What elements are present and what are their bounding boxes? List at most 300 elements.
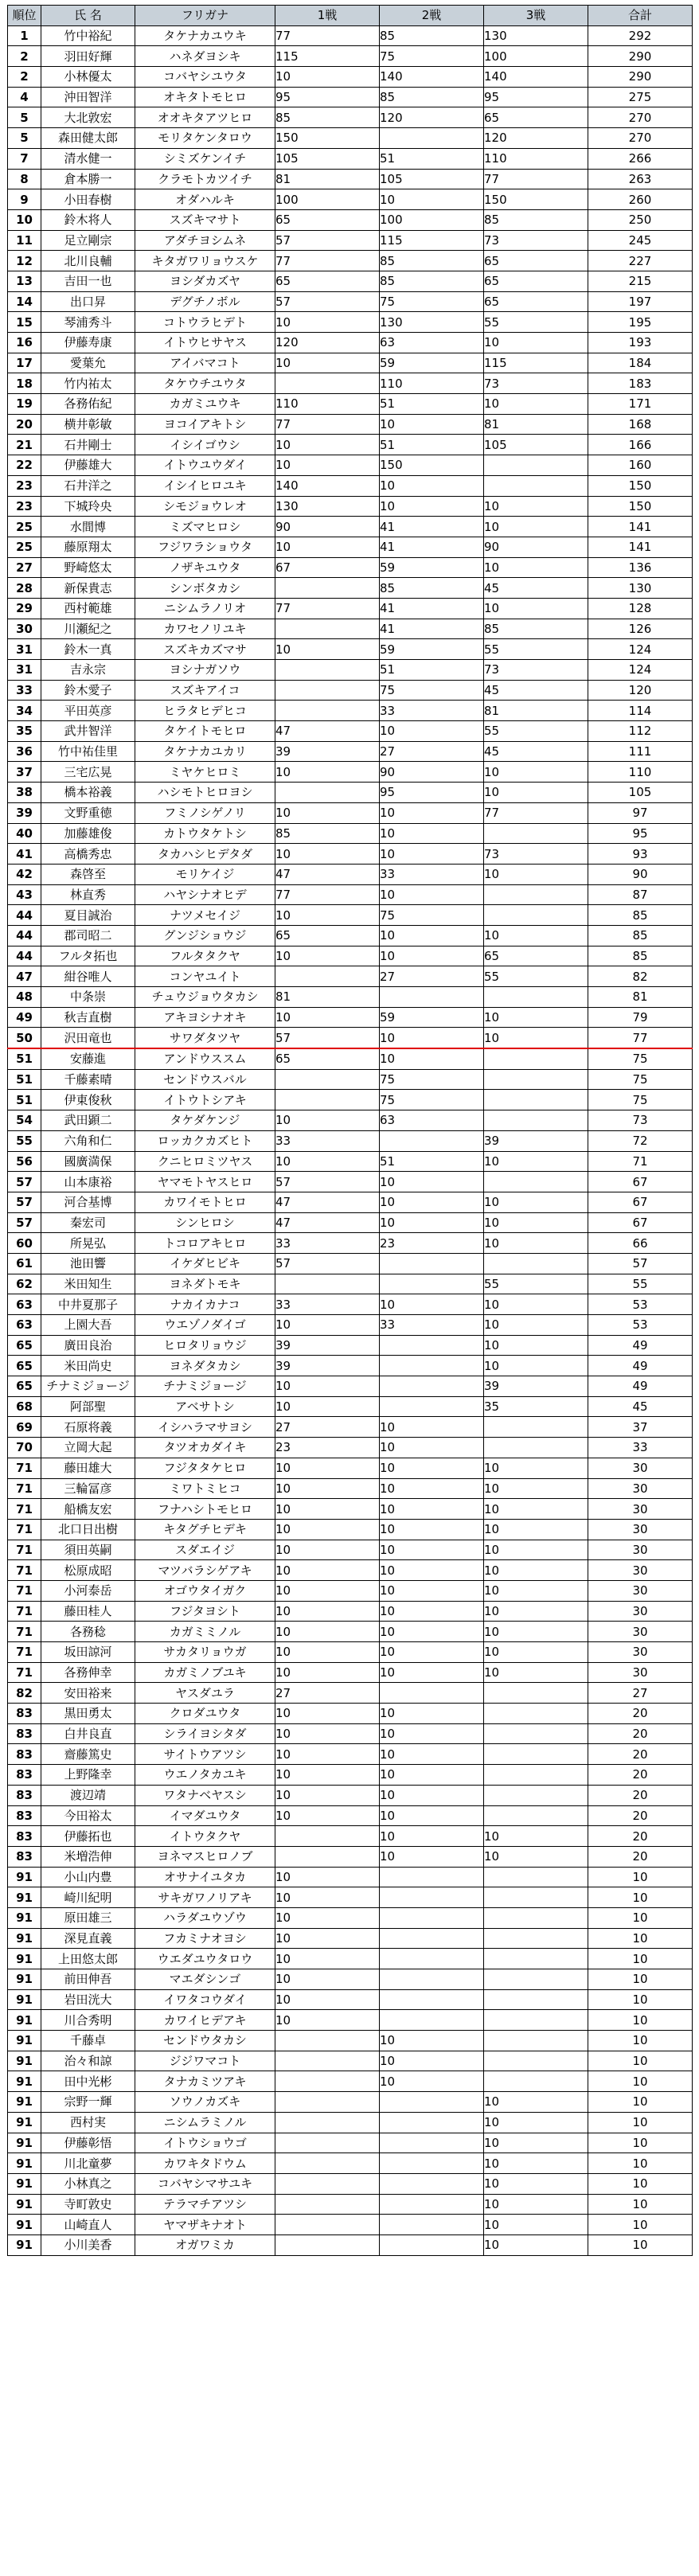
rank-cell: 70 (8, 1438, 41, 1458)
battle-3-cell: 10 (484, 2092, 588, 2113)
name-cell: 前田伸吾 (41, 1969, 135, 1990)
table-row (8, 557, 693, 578)
rank-cell: 65 (8, 1376, 41, 1397)
table-row (8, 1274, 693, 1294)
battle-2-cell: 10 (380, 1417, 484, 1438)
battle-1-cell: 10 (275, 639, 380, 660)
battle-3-cell: 10 (484, 1315, 588, 1336)
kana-cell: グンジショウジ (135, 925, 275, 946)
battle-3-cell: 55 (484, 639, 588, 660)
battle-3-cell: 10 (484, 2153, 588, 2174)
name-cell: 米田知生 (41, 1274, 135, 1294)
rank-cell: 44 (8, 905, 41, 926)
battle-1-cell: 10 (275, 1499, 380, 1520)
battle-2-cell (380, 1274, 484, 1294)
battle-1-cell: 10 (275, 1580, 380, 1601)
total-cell: 75 (588, 1090, 693, 1110)
battle-1-cell: 10 (275, 1560, 380, 1581)
battle-1-cell: 10 (275, 312, 380, 333)
battle-1-cell: 10 (275, 1540, 380, 1560)
total-cell: 30 (588, 1622, 693, 1642)
battle-3-cell: 10 (484, 1601, 588, 1622)
table-row (8, 1949, 693, 1969)
battle-2-cell: 10 (380, 1723, 484, 1744)
battle-1-cell (275, 783, 380, 803)
kana-cell: ヨネマスヒロノブ (135, 1846, 275, 1867)
total-cell: 10 (588, 1969, 693, 1990)
battle-2-cell: 110 (380, 373, 484, 394)
header-row (8, 6, 693, 26)
total-cell: 53 (588, 1294, 693, 1315)
total-cell: 45 (588, 1396, 693, 1417)
rank-cell: 25 (8, 517, 41, 537)
battle-3-cell: 77 (484, 169, 588, 189)
table-row (8, 578, 693, 599)
table-row (8, 1090, 693, 1110)
rank-cell: 20 (8, 414, 41, 435)
battle-2-cell: 10 (380, 1826, 484, 1847)
battle-1-cell: 77 (275, 25, 380, 46)
rank-cell: 62 (8, 1274, 41, 1294)
battle-2-cell: 10 (380, 1028, 484, 1048)
battle-1-cell: 100 (275, 189, 380, 210)
battle-3-cell: 10 (484, 1662, 588, 1683)
rank-cell: 83 (8, 1723, 41, 1744)
battle-2-cell: 10 (380, 925, 484, 946)
total-cell: 49 (588, 1376, 693, 1397)
name-cell: 千藤素晴 (41, 1069, 135, 1090)
table-row (8, 1519, 693, 1540)
battle-1-cell: 33 (275, 1233, 380, 1254)
battle-1-cell (275, 2173, 380, 2194)
name-cell: 藤田雄大 (41, 1458, 135, 1478)
kana-cell: ハヤシナオヒデ (135, 884, 275, 905)
battle-2-cell (380, 1969, 484, 1990)
battle-3-cell: 10 (484, 1192, 588, 1212)
table-row (8, 2194, 693, 2215)
kana-cell: コトウラヒデト (135, 312, 275, 333)
rank-cell: 91 (8, 2153, 41, 2174)
table-row (8, 1662, 693, 1683)
battle-1-cell: 47 (275, 721, 380, 742)
battle-2-cell: 63 (380, 1110, 484, 1131)
battle-1-cell: 10 (275, 1785, 380, 1805)
table-row (8, 701, 693, 721)
battle-3-cell (484, 823, 588, 844)
table-row (8, 1478, 693, 1499)
table-row (8, 107, 693, 128)
table-row (8, 1335, 693, 1356)
kana-cell: フジワラショウタ (135, 537, 275, 557)
total-cell: 30 (588, 1642, 693, 1663)
total-cell: 30 (588, 1662, 693, 1683)
battle-1-cell (275, 2071, 380, 2092)
rank-cell: 9 (8, 189, 41, 210)
kana-cell: サカタリョウガ (135, 1642, 275, 1663)
rank-cell: 91 (8, 1928, 41, 1949)
battle-2-cell (380, 2010, 484, 2031)
rank-cell: 40 (8, 823, 41, 844)
kana-cell: アンドウススム (135, 1048, 275, 1069)
total-cell: 260 (588, 189, 693, 210)
total-cell: 75 (588, 1069, 693, 1090)
kana-cell: オキタトモヒロ (135, 87, 275, 107)
total-cell: 166 (588, 435, 693, 455)
rank-cell: 4 (8, 87, 41, 107)
battle-2-cell: 41 (380, 517, 484, 537)
rank-cell: 57 (8, 1212, 41, 1233)
battle-3-cell: 10 (484, 783, 588, 803)
rank-cell: 15 (8, 312, 41, 333)
battle-1-cell: 10 (275, 1989, 380, 2010)
kana-cell: デグチノボル (135, 291, 275, 312)
battle-3-cell: 85 (484, 619, 588, 639)
table-row (8, 209, 693, 230)
battle-3-cell: 10 (484, 1846, 588, 1867)
rank-cell: 1 (8, 25, 41, 46)
rank-cell: 91 (8, 2133, 41, 2153)
total-cell: 27 (588, 1683, 693, 1704)
total-cell: 110 (588, 762, 693, 783)
table-row (8, 2153, 693, 2174)
kana-cell: フカミナオヨシ (135, 1928, 275, 1949)
battle-2-cell: 130 (380, 312, 484, 333)
name-cell: 坂田諒河 (41, 1642, 135, 1663)
battle-2-cell: 10 (380, 1704, 484, 1724)
battle-3-cell: 10 (484, 762, 588, 783)
name-cell: 各務佑紀 (41, 394, 135, 415)
table-row (8, 2031, 693, 2051)
table-row (8, 1396, 693, 1417)
kana-cell: チナミジョージ (135, 1376, 275, 1397)
battle-1-cell: 130 (275, 496, 380, 517)
table-row (8, 1580, 693, 1601)
table-row (8, 2173, 693, 2194)
table-row (8, 1417, 693, 1438)
battle-3-cell: 10 (484, 2133, 588, 2153)
table-row (8, 1192, 693, 1212)
battle-3-cell: 10 (484, 394, 588, 415)
kana-cell: フナハシトモヒロ (135, 1499, 275, 1520)
name-cell: 安藤進 (41, 1048, 135, 1069)
rank-cell: 91 (8, 1969, 41, 1990)
battle-2-cell: 10 (380, 1438, 484, 1458)
battle-1-cell (275, 701, 380, 721)
battle-3-cell: 73 (484, 844, 588, 865)
battle-1-cell (275, 1846, 380, 1867)
rank-cell: 19 (8, 394, 41, 415)
rank-cell: 2 (8, 46, 41, 67)
total-cell: 71 (588, 1151, 693, 1172)
battle-1-cell: 27 (275, 1683, 380, 1704)
rank-cell: 11 (8, 230, 41, 251)
total-cell: 290 (588, 67, 693, 88)
kana-cell: イマダユウタ (135, 1805, 275, 1826)
total-cell: 57 (588, 1253, 693, 1274)
battle-1-cell: 10 (275, 1867, 380, 1887)
battle-2-cell: 85 (380, 271, 484, 291)
total-cell: 150 (588, 475, 693, 496)
rank-cell: 91 (8, 2092, 41, 2113)
name-cell: 小林真之 (41, 2173, 135, 2194)
table-row (8, 1642, 693, 1663)
total-cell: 183 (588, 373, 693, 394)
battle-1-cell: 39 (275, 741, 380, 762)
battle-3-cell: 10 (484, 1212, 588, 1233)
table-row (8, 660, 693, 681)
battle-2-cell: 41 (380, 619, 484, 639)
rank-cell: 91 (8, 1907, 41, 1928)
total-cell: 275 (588, 87, 693, 107)
battle-1-cell: 57 (275, 291, 380, 312)
rank-cell: 28 (8, 578, 41, 599)
name-cell: 沖田智洋 (41, 87, 135, 107)
battle-2-cell: 41 (380, 537, 484, 557)
table-row (8, 455, 693, 476)
name-cell: 出口昇 (41, 291, 135, 312)
table-row (8, 1846, 693, 1867)
kana-cell: クロダユウタ (135, 1704, 275, 1724)
battle-2-cell: 33 (380, 864, 484, 884)
name-cell: 川合秀明 (41, 2010, 135, 2031)
battle-1-cell: 47 (275, 1192, 380, 1212)
table-row (8, 251, 693, 271)
table-row (8, 1130, 693, 1151)
total-cell: 245 (588, 230, 693, 251)
kana-cell: クニヒロミツヤス (135, 1151, 275, 1172)
battle-3-cell: 140 (484, 67, 588, 88)
name-cell: 山本康裕 (41, 1172, 135, 1192)
total-cell: 79 (588, 1007, 693, 1028)
table-row (8, 67, 693, 88)
battle-1-cell: 10 (275, 1887, 380, 1908)
kana-cell: アダチヨシムネ (135, 230, 275, 251)
table-row (8, 966, 693, 987)
table-header (8, 6, 693, 26)
battle-2-cell: 10 (380, 1846, 484, 1867)
battle-1-cell (275, 2092, 380, 2113)
battle-3-cell: 81 (484, 701, 588, 721)
battle-2-cell: 10 (380, 1540, 484, 1560)
name-cell: 森啓至 (41, 864, 135, 884)
battle-3-cell: 10 (484, 517, 588, 537)
battle-3-cell: 10 (484, 1356, 588, 1376)
rank-cell: 91 (8, 2215, 41, 2235)
total-cell: 10 (588, 2234, 693, 2255)
table-row (8, 1887, 693, 1908)
battle-1-cell: 81 (275, 169, 380, 189)
table-row (8, 169, 693, 189)
table-row (8, 394, 693, 415)
rank-cell: 68 (8, 1396, 41, 1417)
kana-cell: カトウタケトシ (135, 823, 275, 844)
kana-cell: カワセノリユキ (135, 619, 275, 639)
kana-cell: タケイトモヒロ (135, 721, 275, 742)
total-cell: 67 (588, 1192, 693, 1212)
kana-cell: ハシモトヒロヨシ (135, 783, 275, 803)
table-row (8, 1499, 693, 1520)
name-cell: 石井洋之 (41, 475, 135, 496)
rank-cell: 37 (8, 762, 41, 783)
battle-2-cell (380, 1376, 484, 1397)
battle-2-cell: 85 (380, 25, 484, 46)
table-row (8, 905, 693, 926)
total-cell: 30 (588, 1519, 693, 1540)
rank-cell: 91 (8, 1949, 41, 1969)
kana-cell: ナカイカナコ (135, 1294, 275, 1315)
battle-2-cell: 10 (380, 1212, 484, 1233)
total-cell: 10 (588, 2051, 693, 2071)
rank-cell: 71 (8, 1478, 41, 1499)
kana-cell: アベサトシ (135, 1396, 275, 1417)
total-cell: 75 (588, 1048, 693, 1069)
name-cell: 上野隆幸 (41, 1765, 135, 1786)
battle-1-cell: 67 (275, 557, 380, 578)
battle-1-cell: 10 (275, 844, 380, 865)
battle-3-cell: 55 (484, 721, 588, 742)
battle-1-cell: 10 (275, 1907, 380, 1928)
battle-2-cell (380, 2234, 484, 2255)
name-cell: 石井剛士 (41, 435, 135, 455)
battle-2-cell: 100 (380, 209, 484, 230)
battle-2-cell: 10 (380, 2071, 484, 2092)
battle-1-cell: 10 (275, 1723, 380, 1744)
battle-1-cell: 77 (275, 598, 380, 619)
name-cell: 愛葉允 (41, 353, 135, 373)
kana-cell: タナカミツアキ (135, 2071, 275, 2092)
battle-3-cell: 85 (484, 209, 588, 230)
table-row (8, 680, 693, 701)
battle-1-cell (275, 578, 380, 599)
rank-cell: 23 (8, 475, 41, 496)
rank-cell: 91 (8, 1989, 41, 2010)
battle-3-cell (484, 1989, 588, 2010)
rank-cell: 43 (8, 884, 41, 905)
rank-cell: 91 (8, 2234, 41, 2255)
kana-cell: ニシムラノリオ (135, 598, 275, 619)
battle-2-cell: 27 (380, 966, 484, 987)
kana-cell: チュウジョウタカシ (135, 987, 275, 1008)
name-cell: 寺町敦史 (41, 2194, 135, 2215)
rank-cell: 71 (8, 1499, 41, 1520)
table-row (8, 1069, 693, 1090)
rank-cell: 83 (8, 1846, 41, 1867)
kana-cell: ミワトミヒコ (135, 1478, 275, 1499)
kana-cell: センドウタカシ (135, 2031, 275, 2051)
rank-cell: 5 (8, 128, 41, 149)
kana-cell: タケウチユウタ (135, 373, 275, 394)
battle-2-cell: 10 (380, 1805, 484, 1826)
table-row (8, 517, 693, 537)
name-cell: 白井良直 (41, 1723, 135, 1744)
kana-cell: タケナカユウキ (135, 25, 275, 46)
kana-cell: カガミノブユキ (135, 1662, 275, 1683)
kana-cell: ワタナベヤスシ (135, 1785, 275, 1805)
total-cell: 30 (588, 1540, 693, 1560)
rank-cell: 83 (8, 1785, 41, 1805)
table-row (8, 823, 693, 844)
battle-3-cell (484, 1438, 588, 1458)
name-cell: 上田悠太郎 (41, 1949, 135, 1969)
kana-cell: シライヨシタダ (135, 1723, 275, 1744)
rank-cell: 23 (8, 496, 41, 517)
kana-cell: サキガワノリアキ (135, 1887, 275, 1908)
battle-3-cell: 10 (484, 1826, 588, 1847)
kana-cell: ロッカクカズヒト (135, 1130, 275, 1151)
name-cell: 各務伸幸 (41, 1662, 135, 1683)
battle-2-cell: 10 (380, 802, 484, 823)
name-cell: 吉田一也 (41, 271, 135, 291)
battle-2-cell: 10 (380, 1478, 484, 1499)
battle-1-cell: 10 (275, 2010, 380, 2031)
table-row (8, 1928, 693, 1949)
total-cell: 270 (588, 107, 693, 128)
total-cell: 10 (588, 1949, 693, 1969)
name-cell: 竹中裕紀 (41, 25, 135, 46)
table-row (8, 1048, 693, 1069)
name-cell: 西村実 (41, 2112, 135, 2133)
kana-cell: ニシムラミノル (135, 2112, 275, 2133)
rank-cell: 63 (8, 1294, 41, 1315)
battle-3-cell: 45 (484, 680, 588, 701)
battle-2-cell: 10 (380, 721, 484, 742)
name-cell: 郡司昭二 (41, 925, 135, 946)
table-row (8, 2092, 693, 2113)
name-cell: 石原将義 (41, 1417, 135, 1438)
table-row (8, 271, 693, 291)
battle-3-cell: 10 (484, 1580, 588, 1601)
table-row (8, 987, 693, 1008)
battle-2-cell: 10 (380, 2051, 484, 2071)
battle-3-cell: 55 (484, 312, 588, 333)
rank-cell: 25 (8, 537, 41, 557)
battle-3-cell (484, 1785, 588, 1805)
total-cell: 87 (588, 884, 693, 905)
battle-1-cell (275, 660, 380, 681)
battle-3-cell: 115 (484, 353, 588, 373)
kana-cell: フジタヨシト (135, 1601, 275, 1622)
total-cell: 10 (588, 2153, 693, 2174)
battle-1-cell: 10 (275, 1478, 380, 1499)
battle-2-cell (380, 2173, 484, 2194)
total-cell: 10 (588, 1867, 693, 1887)
name-cell: 清水健一 (41, 148, 135, 169)
kana-cell: ハネダヨシキ (135, 46, 275, 67)
name-cell: 北口日出樹 (41, 1519, 135, 1540)
total-cell: 263 (588, 169, 693, 189)
kana-cell: サイトウアツシ (135, 1744, 275, 1765)
battle-2-cell: 10 (380, 1622, 484, 1642)
table-row (8, 884, 693, 905)
total-cell: 130 (588, 578, 693, 599)
battle-2-cell: 51 (380, 394, 484, 415)
name-cell: 鈴木一真 (41, 639, 135, 660)
battle-3-cell: 10 (484, 1622, 588, 1642)
table-row (8, 148, 693, 169)
total-cell: 49 (588, 1356, 693, 1376)
battle-1-cell: 39 (275, 1356, 380, 1376)
table-row (8, 783, 693, 803)
battle-3-cell: 95 (484, 87, 588, 107)
kana-cell: イケダヒビキ (135, 1253, 275, 1274)
table-row (8, 1438, 693, 1458)
battle-2-cell (380, 2153, 484, 2174)
table-row (8, 373, 693, 394)
name-cell: 倉本勝一 (41, 169, 135, 189)
name-cell: 武田顕二 (41, 1110, 135, 1131)
kana-cell: オダハルキ (135, 189, 275, 210)
name-cell: 小山内豊 (41, 1867, 135, 1887)
